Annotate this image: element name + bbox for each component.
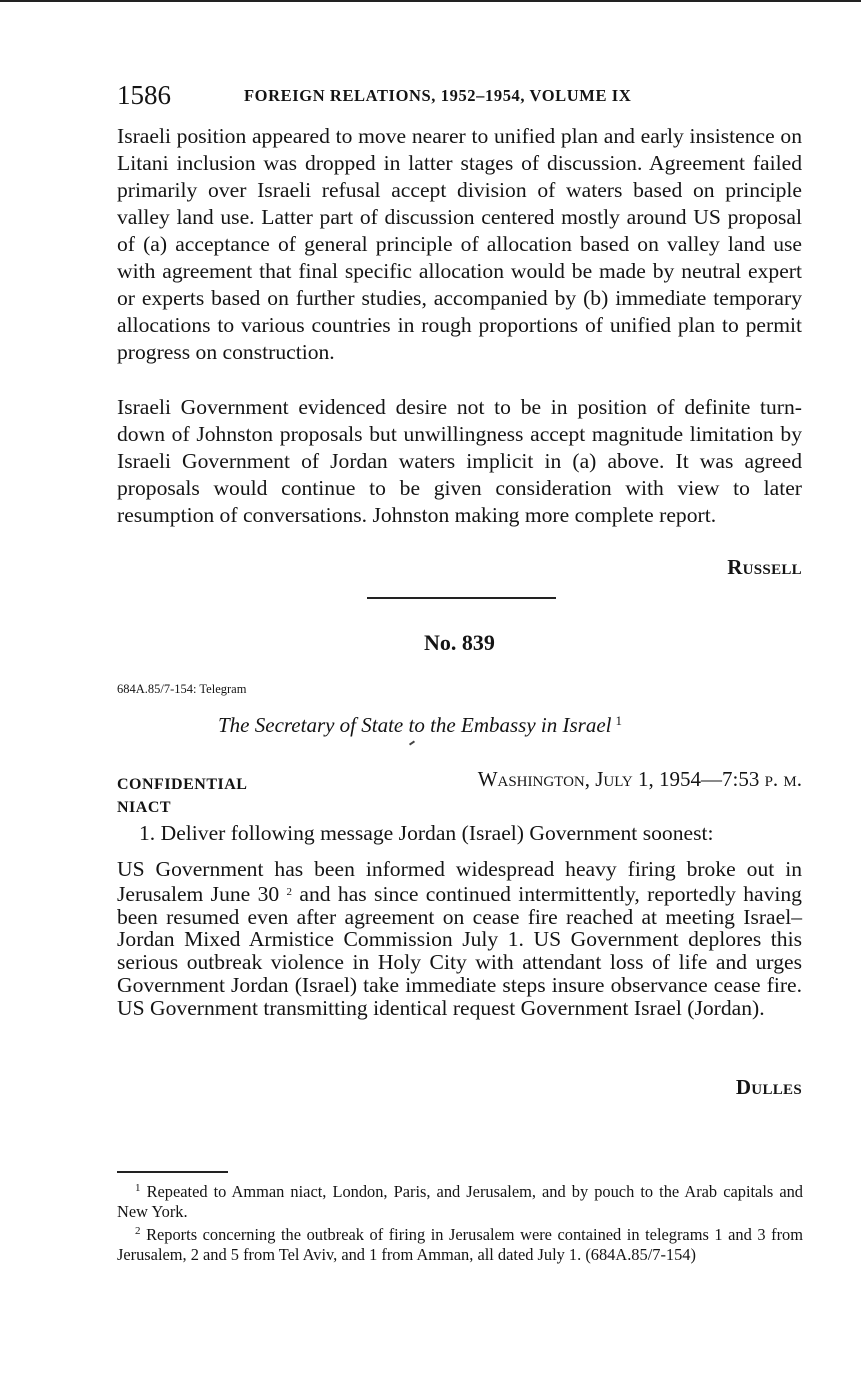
message-paragraph — [117, 858, 802, 1020]
page-number: 1586 — [117, 80, 171, 110]
footnotes — [117, 1179, 803, 1265]
document-number: No. 839 — [424, 630, 495, 655]
section-divider — [367, 597, 556, 599]
classification-block — [117, 773, 247, 819]
top-edge-rule — [0, 0, 861, 2]
classification-confidential: CONFIDENTIAL — [117, 776, 248, 793]
footnote-2-text: Reports concerning the outbreak of firing in Jerusalem were contained in telegrams 1 and 3 from Jerusalem, 2 and 5 from Tel Aviv, and 1 from Amman, all dated July 1. (684A.85/7-154) — [117, 1225, 803, 1264]
footnote-1 — [117, 1179, 803, 1221]
continuation-paragraph-2: Israeli Government evidenced desire not to be in position of definite turn-down of Johnston proposals but unwillingness accept magnitude limitation by Israeli Government of Jordan waters implicit in (a) above. It was agreed proposals would continue to be given consideration with view to later resumption of conversations. Johnston making more complete report. — [117, 395, 802, 527]
footnote-2-marker: 2 — [135, 1225, 141, 1237]
document-title — [218, 713, 622, 738]
footnote-rule — [117, 1171, 228, 1173]
footnote-marker-2: 2 — [286, 885, 293, 898]
page-header — [117, 78, 807, 112]
continuation-paragraph-1: Israeli position appeared to move nearer to unified plan and early insistence on Litani inclusion was dropped in latter stages of discussion. Agreement failed primarily over Israeli refusal accept division of waters based on principle valley land use. Latter part of discussion centered mostly around US proposal of (a) acceptance of general principle of allocation based on valley land use with agreement that final specific allocation would be made by neutral expert or experts based on further studies, accompanied by (b) immediate temporary allocations to various countries in rough proportions of unified plan to permit progress on construction. — [117, 124, 802, 364]
message-text-part-2: and has since continued intermittently, reportedly having been resumed even after agreement on cease fire reached at meeting Israel–Jordan Mixed Armistice Commission July 1. US Government deplores this serious outbreak violence in Holy City with attendant loss of life and urges Government Jordan (Israel) take immediate steps insure observance cease fire. US Government transmitting identical request Government Israel (Jordan). — [117, 881, 802, 1020]
message-text-part-1: US Government has been informed widespread heavy firing broke out in Jerusalem June 30 — [117, 857, 802, 906]
document-title-text: The Secretary of State to the Embassy in Israel — [218, 713, 612, 737]
signature-russell: Russell — [727, 555, 802, 579]
footnote-marker-1: 1 — [615, 713, 622, 728]
footnote-1-marker: 1 — [135, 1182, 141, 1194]
signature-dulles: Dulles — [735, 1075, 802, 1099]
dateline: Washington, July 1, 1954—7:53 p. m. — [477, 767, 802, 791]
pencil-tick-mark — [409, 740, 415, 745]
numbered-paragraph-1: 1. Deliver following message Jordan (Israel) Government soonest: — [139, 821, 714, 845]
running-head: FOREIGN RELATIONS, 1952–1954, VOLUME IX — [244, 86, 632, 105]
footnote-2 — [117, 1222, 803, 1264]
footnote-1-text: Repeated to Amman niact, London, Paris, and Jerusalem, and by pouch to the Arab capitals and New York. — [117, 1182, 803, 1221]
classification-niact: NIACT — [117, 799, 172, 816]
file-reference: 684A.85/7-154: Telegram — [117, 682, 247, 696]
